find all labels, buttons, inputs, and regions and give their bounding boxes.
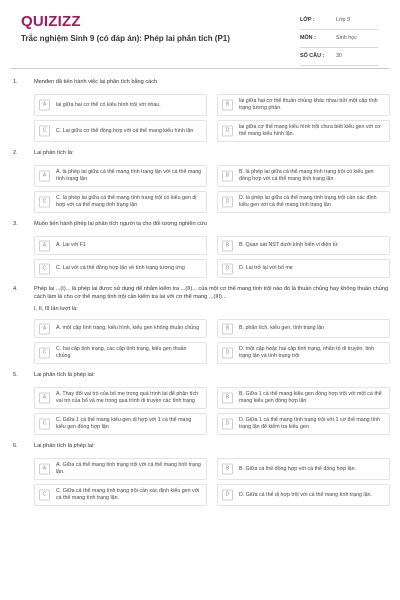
option-letter: A — [39, 393, 50, 404]
question-text: Lai phân tích là phép lai: — [34, 443, 95, 449]
option-text: B. Giữa cá thể đồng hợp với cá thể đồng hợp lặn. — [239, 465, 357, 472]
options-grid — [10, 165, 390, 213]
option-letter: D — [222, 490, 233, 501]
option-text: lai giữa cơ thể mang kiểu hình trội chưa biết kiểu gen với cơ thể mang kiểu hình lặn. — [239, 124, 381, 137]
question-text: Phép lai ...(I)... là phép lai được sử dụng để nhằm kiểm tra ...(II)... của một cơ thể mang tính trội nào đó là thuần chủng hay không thuần chủng cách làm là cho cơ thể mang tính trội cần kiểm tra lai với cơ thể mang ...(III)... — [34, 286, 389, 300]
meta-value: 30 — [336, 53, 342, 59]
options-grid — [10, 236, 390, 278]
option-text: A. Giữa cá thể mang tính trạng trội với cá thể mang tính trạng lặn. — [56, 462, 201, 475]
question-4 — [10, 285, 390, 364]
meta-value: Lớp 9 — [336, 17, 351, 23]
options-grid — [10, 319, 390, 364]
question-number: 5. — [13, 372, 18, 378]
option-text: B. phân tích, kiểu gen, tính trạng lặn — [239, 325, 325, 331]
option-a[interactable] — [34, 165, 207, 187]
option-c[interactable] — [34, 120, 207, 142]
option-letter: B — [222, 393, 233, 404]
meta-row-subject — [300, 30, 378, 48]
header-divider — [10, 68, 390, 69]
option-d[interactable] — [217, 342, 390, 364]
options-grid — [10, 94, 390, 142]
option-text: B. Giữa 1 cá thể mang kiểu gen đồng hợp trội với một cá thể mang kiểu gen đồng hợp lặn — [239, 391, 382, 404]
option-text: A. Lai với F1 — [56, 242, 86, 248]
question-text: Lai phân tích là: — [34, 150, 74, 156]
option-a[interactable] — [34, 94, 207, 116]
option-text: C. hai cặp tính trạng, các cặp tính trạng, kiểu gen thuần chủng — [56, 346, 187, 359]
option-text: B. Quan sát NST dưới kính hiển vi điện tử — [239, 242, 338, 248]
meta-key: MÔN : — [300, 35, 316, 41]
option-letter: D — [222, 126, 233, 137]
option-b[interactable] — [217, 165, 390, 187]
option-b[interactable] — [217, 387, 390, 409]
option-a[interactable] — [34, 458, 207, 480]
option-letter: C — [39, 348, 50, 359]
meta-panel — [300, 12, 378, 66]
option-text: A. một cặp tính trạng, kiểu hình, kiểu gen không thuần chủng — [56, 325, 200, 331]
option-text: C. là phép lai giữa cá thể mang tính trạng trội có kiểu gen dị hợp với cá thể mang tính trạng lặn — [56, 195, 197, 208]
meta-row-grade — [300, 12, 378, 30]
question-3 — [10, 220, 390, 278]
option-text: C. Lai với cá thể đồng hợp lặn về tính trạng tương ứng — [56, 265, 185, 271]
question-number: 6. — [13, 443, 18, 449]
option-letter: C — [39, 490, 50, 501]
options-grid — [10, 458, 390, 506]
option-letter: A — [39, 240, 50, 251]
option-c[interactable] — [34, 484, 207, 506]
options-grid — [10, 387, 390, 435]
option-letter: A — [39, 323, 50, 334]
question-text: Muốn tiến hành phép lai phân tích người ta cho đối tượng nghiên cứu — [34, 221, 207, 227]
option-letter: A — [39, 171, 50, 182]
option-letter: D — [222, 263, 233, 274]
option-d[interactable] — [217, 413, 390, 435]
option-text: C. Giữa 1 cá thể mang kiểu gen dị hợp với 1 cá thể mang kiểu gen đồng hợp lặn — [56, 417, 192, 430]
option-b[interactable] — [217, 94, 390, 116]
option-d[interactable] — [217, 191, 390, 213]
question-1 — [10, 78, 390, 142]
option-letter: B — [222, 171, 233, 182]
option-letter: C — [39, 419, 50, 430]
meta-key: LỚP : — [300, 17, 315, 23]
option-d[interactable] — [217, 120, 390, 142]
option-letter: C — [39, 126, 50, 137]
option-text: D. Lai trở lại với bố mẹ — [239, 265, 293, 271]
option-c[interactable] — [34, 413, 207, 435]
option-b[interactable] — [217, 236, 390, 255]
option-letter: B — [222, 323, 233, 334]
option-letter: B — [222, 100, 233, 111]
option-letter: B — [222, 464, 233, 475]
option-b[interactable] — [217, 458, 390, 480]
question-subprompt: I, II, III lần lượt là: — [34, 306, 78, 312]
question-text: Menđen đã tiến hành việc lai phân tích bằng cách — [34, 79, 158, 85]
option-letter: D — [222, 419, 233, 430]
question-2 — [10, 149, 390, 213]
option-d[interactable] — [217, 484, 390, 506]
option-letter: D — [222, 197, 233, 208]
question-number: 3. — [13, 221, 18, 227]
option-text: D. một cặp hoặc hai cặp tính trạng, nhân tố di truyền, tính trạng lặn và tính trạng trội — [239, 346, 375, 359]
option-letter: A — [39, 464, 50, 475]
option-text: C. Lai giữa cơ thể đồng hợp với cá thể mang kiểu hình lặn — [56, 127, 194, 134]
meta-value: Sinh học — [336, 35, 357, 41]
option-a[interactable] — [34, 319, 207, 338]
option-letter: D — [222, 348, 233, 359]
option-b[interactable] — [217, 319, 390, 338]
option-text: D. là phép lai giữa cá thể mang tính trạng trội cần xác định kiểu gen với cá thể mang tính trạng lặn — [239, 195, 377, 208]
question-text: Lai phân tích là phép lai: — [34, 372, 95, 378]
option-text: D. Giữa 1 cá thể mang tính trạng trội với 1 cơ thể mang tính trạng lặn để kiểm tra kiểu gen — [239, 417, 380, 430]
option-a[interactable] — [34, 387, 207, 409]
question-5 — [10, 371, 390, 435]
option-d[interactable] — [217, 259, 390, 278]
question-number: 2. — [13, 150, 18, 156]
option-letter: C — [39, 263, 50, 274]
option-text: A. là phép lai giữa cá thể mang tính trạng lặn với cá thể mang tính trạng lặn — [56, 169, 202, 182]
question-number: 4. — [13, 286, 18, 292]
option-text: lai giữa hai cơ thể thuần chủng khác nhau bởi một cặp tính trạng tương phản. — [239, 98, 378, 111]
quizizz-logo: QUIZIZZ — [21, 13, 81, 30]
question-number: 1. — [13, 79, 18, 85]
page-title: Trắc nghiệm Sinh 9 (có đáp án): Phép lai phân tích (P1) — [21, 34, 230, 43]
option-letter: B — [222, 240, 233, 251]
option-letter: A — [39, 100, 50, 111]
option-text: C. Giữa cá thể mang tính trạng trội cần xác định kiểu gen với cá thể mang tính trạng lặn. — [56, 488, 200, 501]
question-6 — [10, 442, 390, 506]
option-a[interactable] — [34, 236, 207, 255]
meta-key: SỐ CÂU : — [300, 53, 325, 59]
option-c[interactable] — [34, 259, 207, 278]
option-text: B. là phép lai giữa cá thể mang tính trạng trội có kiểu gen đồng hợp với cá thể mang tính trạng lặn — [239, 169, 374, 182]
option-text: lai giữa hai cơ thể có kiểu hình trội với nhau. — [56, 101, 161, 108]
worksheet-header — [10, 0, 390, 68]
option-text: D. Giữa cá thể dị hợp trội với cá thể mang tính trạng lặn. — [239, 491, 372, 498]
option-c[interactable] — [34, 342, 207, 364]
question-list — [10, 78, 390, 513]
option-c[interactable] — [34, 191, 207, 213]
meta-row-count — [300, 48, 378, 66]
option-text: A. Thay đổi vai trò của bố mẹ trong quá trình lai để phân tích vai trò của bố và mẹ trong quá trình di truyền các tính trạng — [56, 391, 199, 404]
option-letter: C — [39, 197, 50, 208]
